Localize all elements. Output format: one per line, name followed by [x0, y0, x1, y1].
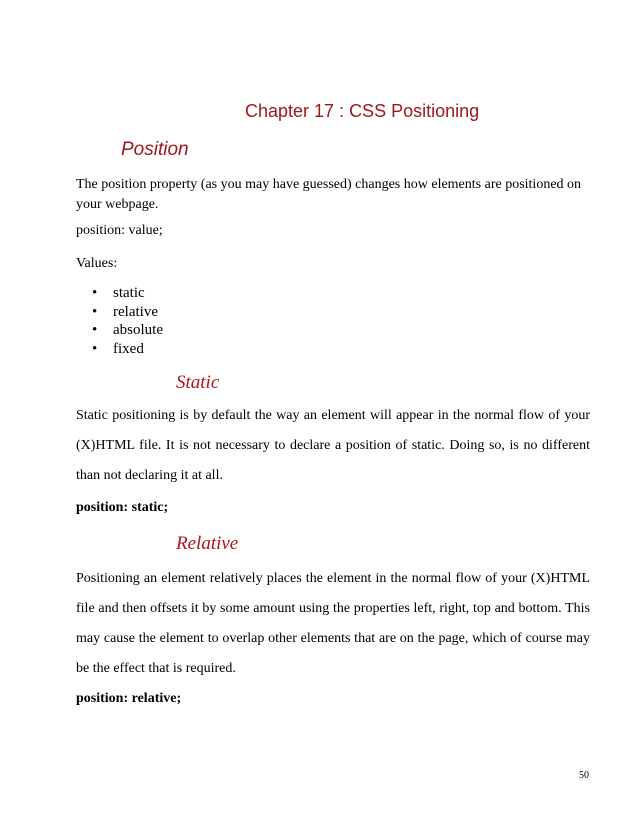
list-item: • absolute — [92, 322, 163, 338]
list-item: • relative — [92, 303, 158, 320]
heading-static: Static — [176, 372, 220, 393]
static-paragraph: Static positioning is by default the way an element will appear in the normal flow of your (X)HTML file. It is not necessary to declare a position of static. Doing so, is no different than not declaring it at all. — [76, 408, 590, 483]
bullet-icon: • — [92, 285, 98, 301]
bullet-icon: • — [92, 322, 98, 338]
static-code: position: static; — [76, 500, 169, 515]
relative-code: position: relative; — [76, 691, 182, 706]
position-intro-paragraph: The position property (as you may have guessed) changes how elements are positioned on your webpage. — [76, 177, 582, 212]
position-syntax: position: value; — [76, 223, 163, 238]
heading-position: Position — [121, 139, 189, 160]
bullet-icon: • — [92, 303, 98, 320]
page-number: 50 — [579, 770, 589, 781]
chapter-title: Chapter 17 : CSS Positioning — [245, 101, 480, 121]
values-list — [76, 284, 163, 358]
bullet-icon: • — [92, 340, 98, 357]
values-label: Values: — [76, 256, 118, 271]
list-item: • fixed — [92, 340, 144, 357]
heading-relative: Relative — [176, 533, 239, 554]
relative-paragraph: Positioning an element relatively places the element in the normal flow of your (X)HTML file and then offsets it by some amount using the properties left, right, top and bottom. This may cause the element to overlap other elements that are on the page, which of course may be the effect that is required. — [76, 571, 590, 676]
list-item: • static — [92, 285, 145, 301]
